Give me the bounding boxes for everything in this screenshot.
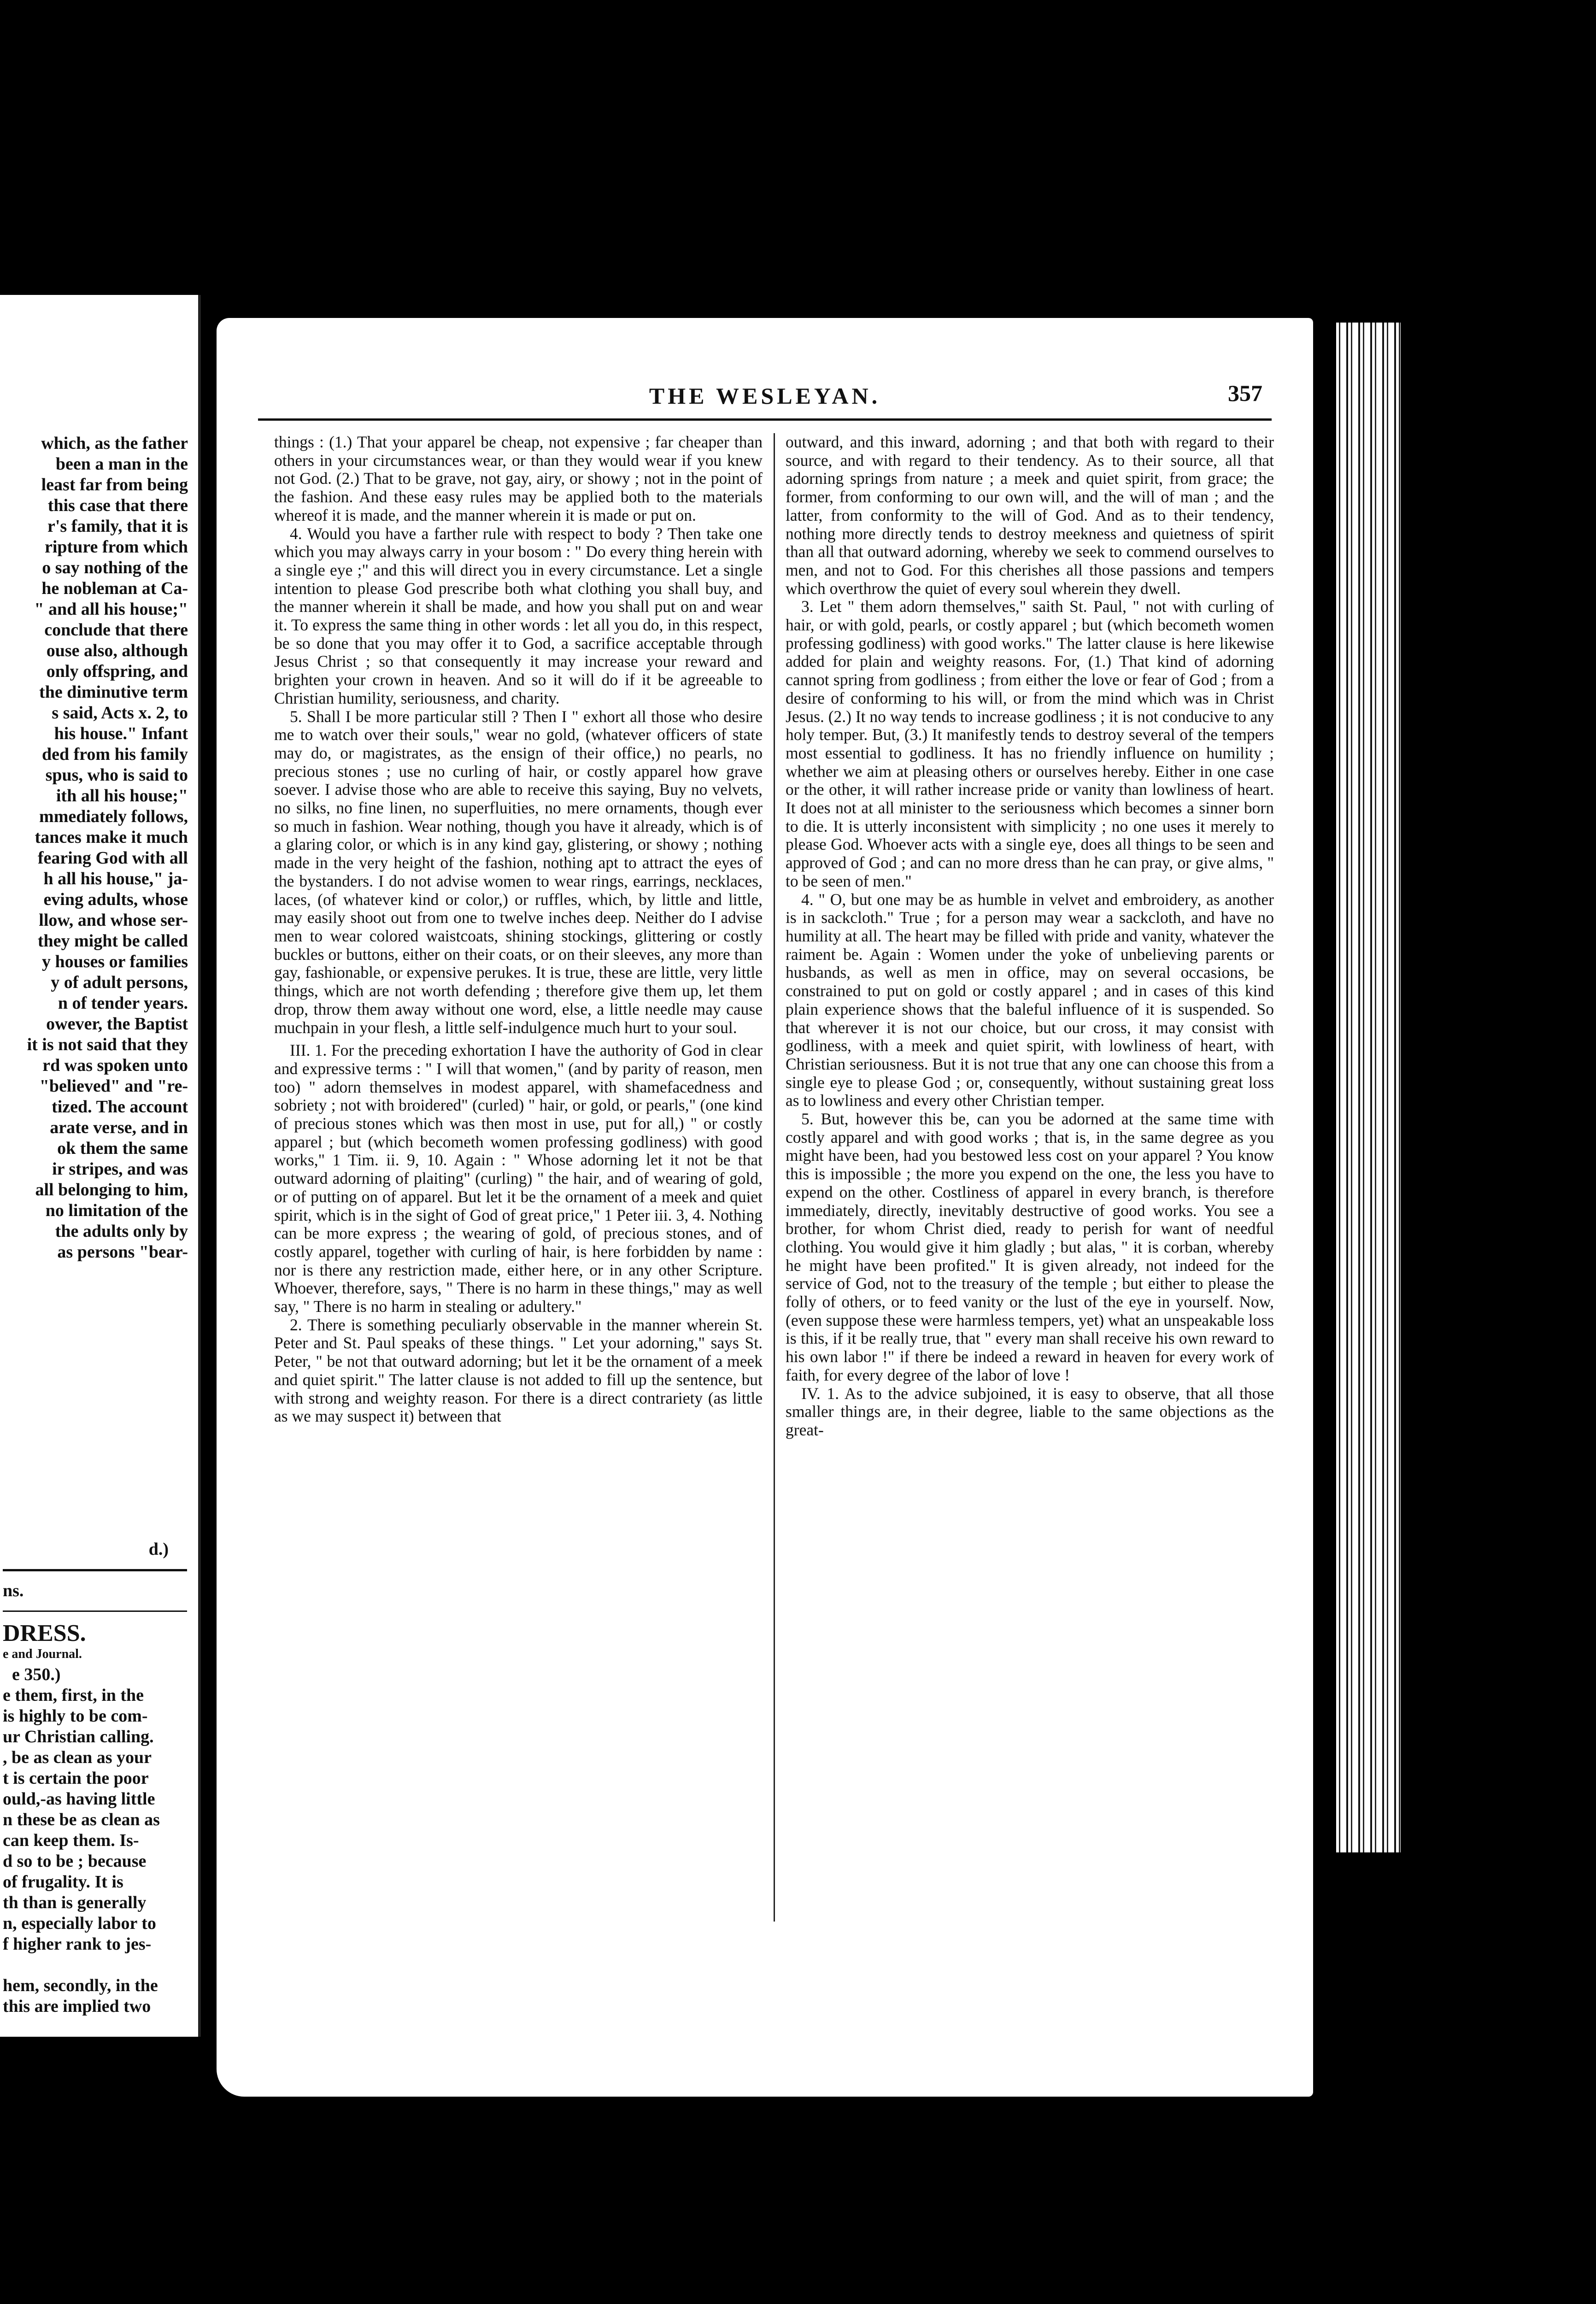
left-page-line: th than is generally — [3, 1893, 147, 1912]
page-number: 357 — [1228, 380, 1262, 406]
main-page — [217, 318, 1313, 2097]
left-page-line: s said, Acts x. 2, to — [52, 703, 188, 723]
left-page-line: f higher rank to jes- — [3, 1934, 152, 1954]
left-heading: DRESS. — [3, 1620, 86, 1646]
left-page-lower — [0, 1539, 187, 2017]
left-page-line: only offspring, and — [46, 662, 188, 681]
left-page-line: llow, and whose ser- — [39, 911, 188, 930]
paragraph: outward, and this inward, adorning ; and that both with regard to their source, and with regard to their tendency. As to their source, all that adorning springs from nature ; a meek and quiet spirit, from grace; the former, from conforming to our own will, and the will of man ; and the latter, from conformity to the will of God. And as to their tendency, nothing more directly tends to destroy meekness and quietness of spirit than all that outward adorning, whereby we seek to commend ourselves to men, and not to God. For this cherishes all those passions and tempers which overthrow the quiet of every soul wherein they dwell. — [786, 433, 1274, 598]
left-page-line: he nobleman at Ca- — [41, 579, 188, 598]
left-page-line: arate verse, and in — [50, 1118, 188, 1137]
paragraph: things : (1.) That your apparel be cheap, not expensive ; far cheaper than others in your circumstances wear, or than they would wear if you knew not God. (2.) That to be grave, not gay, airy, or showy ; not in the point of the fashion. And these easy rules may be applied both to the materials whereof it is made, and the manner wherein it is made or put on. — [274, 433, 763, 524]
column-divider — [774, 433, 775, 1922]
left-page-line: ok them the same — [57, 1139, 188, 1158]
left-page-line: "believed" and "re- — [39, 1076, 188, 1096]
left-page-line: his house." Infant — [54, 724, 188, 743]
left-page-line: d so to be ; because — [3, 1851, 147, 1871]
left-page-line: which, as the father — [41, 434, 188, 453]
left-page-line: conclude that there — [44, 620, 188, 640]
left-page-line: y of adult persons, — [51, 973, 188, 992]
left-column — [274, 433, 763, 1426]
left-page-line: t is certain the poor — [3, 1769, 149, 1788]
paragraph: 4. Would you have a farther rule with respect to body ? Then take one which you may always carry in your bosom : " Do every thing herein with a single eye ;" and this will direct you in every circumstance. Let a single intention to please God prescribe both what clothing you shall buy, and the manner wherein it shall be made, and how you shall put on and wear it. To express the same thing in other words : let all you do, in this respect, be so done that you may offer it to God, a sacrifice acceptable through Jesus Christ ; so that consequently it may increase your reward and brighten your crown in heaven. And so it will do if it be agreeable to Christian humility, seriousness, and charity. — [274, 524, 763, 707]
left-page-line: they might be called — [37, 931, 188, 951]
left-page-line: can keep them. Is- — [3, 1831, 139, 1850]
left-page-line: mmediately follows, — [39, 807, 188, 826]
left-page-line: no limitation of the — [45, 1201, 188, 1220]
left-source-line: e and Journal. — [3, 1647, 82, 1661]
left-page-line: ded from his family — [41, 745, 188, 764]
left-page-line: the adults only by — [55, 1222, 188, 1241]
paragraph: 2. There is something peculiarly observable in the manner wherein St. Peter and St. Paul speaks of these things. " Let your adorning," says St. Peter, " be not that outward adorning; but let it be the ornament of a meek and quiet spirit." The latter clause is not added to fill up the sentence, but with strong and weighty reason. For there is a direct contrariety (as little as we may suspect it) between that — [274, 1315, 763, 1426]
left-page-line: all belonging to him, — [35, 1180, 188, 1199]
left-page-line: tized. The account — [52, 1097, 188, 1117]
left-rule — [3, 1569, 187, 1571]
left-page-line: the diminutive term — [39, 682, 188, 702]
left-page-line: n of tender years. — [58, 993, 188, 1013]
left-page-line — [3, 1955, 187, 1975]
page-edges — [1336, 323, 1401, 1852]
left-page-line: ouse also, although — [46, 641, 188, 660]
left-page-line: o say nothing of the — [42, 558, 188, 577]
left-page-line: e them, first, in the — [3, 1686, 144, 1705]
left-page-line: this are implied two — [3, 1997, 151, 2016]
page-header — [258, 382, 1272, 424]
left-page-line: ould,-as having little — [3, 1789, 155, 1809]
left-lower-text — [3, 1685, 187, 2017]
left-page-line: rd was spoken unto — [42, 1056, 188, 1075]
right-column — [786, 433, 1274, 1440]
paragraph: 3. Let " them adorn themselves," saith St. Paul, " not with curling of hair, or with gold, pearls, or costly apparel ; but (which becometh women professing godliness) with good works." The latter clause is here likewise added for plain and weighty reasons. For, (1.) That kind of adorning cannot spring from godliness ; from either the love or fear of God ; from a desire of conforming to his will, or from the mind which was in Christ Jesus. (2.) It no way tends to increase godliness ; it is not conducive to any holy temper. But, (3.) It manifestly tends to destroy several of the tempers most essential to godliness. It has no friendly influence on humility ; whether we aim at pleasing others or ourselves hereby. Either in one case or the other, it will rather increase pride or vanity than lowliness of heart. It does not at all minister to the seriousness which becomes a sinner born to die. It is utterly inconsistent with simplicity ; no one uses it merely to please God. Whoever acts with a single eye, does all things to be seen and approved of God ; and can no more dress than he can pray, or give alms, " to be seen of men." — [786, 597, 1274, 890]
left-page-line: ir stripes, and was — [52, 1159, 188, 1179]
paragraph: 5. Shall I be more particular still ? Then I " exhort all those who desire me to watch over their souls," wear no gold, (whatever officers of state may do, or magistrates, as the ensign of their office,) no pearls, no precious stones ; use no curling of hair, or costly apparel how grave soever. I advise those who are able to receive this saying, Buy no velvets, no silks, no fine linen, no superfluities, no mere ornaments, though ever so much in fashion. Wear nothing, though you have it already, which is of a glaring color, or which is in any kind gay, glistering, or showy ; nothing made in the very height of the fashion, nothing apt to attract the eyes of the bystanders. I do not advise women to wear rings, earrings, necklaces, laces, (of whatever kind or color,) or ruffles, which, by little and little, may easily shoot out from one to twelve inches deep. Neither do I advise men to wear colored waistcoats, shining stockings, glittering or costly buckles or buttons, either on their coats, or on their sleeves, any more than gay, fashionable, or expensive perukes. It is true, these are little, very little things, which are not worth defending ; therefore give them up, let them drop, throw them away without one word, else, a little needle may cause muchpain in your flesh, a little self-indulgence much hurt to your soul. — [274, 707, 763, 1037]
left-page-line: y houses or families — [41, 952, 188, 971]
left-page-line: it is not said that they — [27, 1035, 188, 1054]
left-page-line: ith all his house;" — [56, 786, 188, 805]
left-page-line: , be as clean as your — [3, 1748, 152, 1767]
left-page-line: tances make it much — [35, 828, 188, 847]
left-page-line: of frugality. It is — [3, 1872, 123, 1892]
left-page-line: " and all his house;" — [34, 600, 188, 619]
left-page-line: n, especially labor to — [3, 1914, 156, 1933]
paragraph: 5. But, however this be, can you be adorned at the same time with costly apparel and with good works ; that is, in the same degree as you might have been, had you bestowed less cost on your apparel ? You know this is impossible ; the more you expend on the one, the less you have to expend on the other. Costliness of apparel in every branch, is therefore immediately, directly, inevitably destructive of good works. You see a brother, for whom Christ died, ready to perish for want of needful clothing. You would give it him gladly ; but alas, " it is corban, whereby he might have been profited." It is given already, not indeed for the service of God, not to the treasury of the temple ; but either to please the folly of others, or to feed vanity or the lust of the eye in yourself. Now, (even suppose these were harmless tempers, yet) what an unspeakable loss is this, if it be really true, that " every man shall receive his own reward to his own labor !" if there be indeed a reward in heaven for every work of faith, for every degree of the labor of love ! — [786, 1110, 1274, 1384]
left-continued: e 350.) — [12, 1665, 61, 1684]
left-page-line: spus, who is said to — [45, 765, 188, 785]
left-page-line: h all his house," ja- — [43, 869, 188, 888]
left-page-line: owever, the Baptist — [46, 1014, 188, 1034]
left-page-line: least far from being — [41, 475, 188, 494]
left-page-line: this case that there — [47, 496, 188, 515]
left-page-line: hem, secondly, in the — [3, 1976, 158, 1995]
left-rule-2 — [3, 1610, 187, 1612]
left-page-line: r's family, that it is — [47, 517, 188, 536]
left-page-fragment — [0, 295, 201, 2037]
header-rule — [258, 418, 1272, 421]
left-page-line: ripture from which — [44, 537, 188, 557]
paragraph: IV. 1. As to the advice subjoined, it is easy to observe, that all those smaller things are, in their degree, liable to the same objections as the great- — [786, 1384, 1274, 1439]
left-page-line: as persons "bear- — [57, 1242, 188, 1262]
paragraph: III. 1. For the preceding exhortation I have the authority of God in clear and expressive terms : " I will that women," (and by parity of reason, men too) " adorn themselves in modest apparel, with shamefacedness and sobriety ; not with broidered" (curled) " hair, or gold, or pearls," (one kind of precious stones which was then most in use, put for all,) " or costly apparel ; but (which becometh women professing godliness) with good works," 1 Tim. ii. 9, 10. Again : " Whose adorning let it not be that outward adorning of plaiting" (curling) " the hair, and of wearing of gold, or of putting on of apparel. But let it be the ornament of a meek and quiet spirit, which is in the sight of God of great price," 1 Peter iii. 3, 4. Nothing can be more express ; the wearing of gold, of precious stones, and of costly apparel, together with curling of hair, is here forbidden by name : nor is there any restriction made, either here, or in any other Scripture. Whoever, therefore, says, " There is no harm in these things," may as well say, " There is no harm in stealing or adultery." — [274, 1041, 763, 1316]
left-page-line: fearing God with all — [37, 848, 188, 868]
running-title: THE WESLEYAN. — [649, 383, 881, 409]
left-page-line: eving adults, whose — [43, 890, 188, 909]
left-page-line: been a man in the — [55, 454, 188, 474]
left-end-mark: d.) — [148, 1540, 169, 1559]
left-page-line: ur Christian calling. — [3, 1727, 154, 1746]
left-page-line: n these be as clean as — [3, 1810, 160, 1829]
left-page-line: is highly to be com- — [3, 1706, 148, 1726]
left-page-text — [0, 433, 188, 1263]
paragraph: 4. " O, but one may be as humble in velvet and embroidery, as another is in sackcloth." True ; for a person may wear a sackcloth, and have no humility at all. The heart may be filled with pride and vanity, whatever the raiment be. Again : Women under the yoke of unbelieving parents or husbands, as well as men in office, may on several occasions, be constrained to put on gold or costly apparel ; and in cases of this kind plain experience shows that the baleful influence of it is suspended. So that wherever it is not our choice, but our cross, it may consist with godliness, with a meek and quiet spirit, with lowliness of heart, with Christian seriousness. But it is not true that any one can choose this from a single eye to please God ; or, consequently, without sustaining great loss as to lowliness and every other Christian temper. — [786, 890, 1274, 1110]
left-section-mark: ns. — [3, 1581, 24, 1600]
